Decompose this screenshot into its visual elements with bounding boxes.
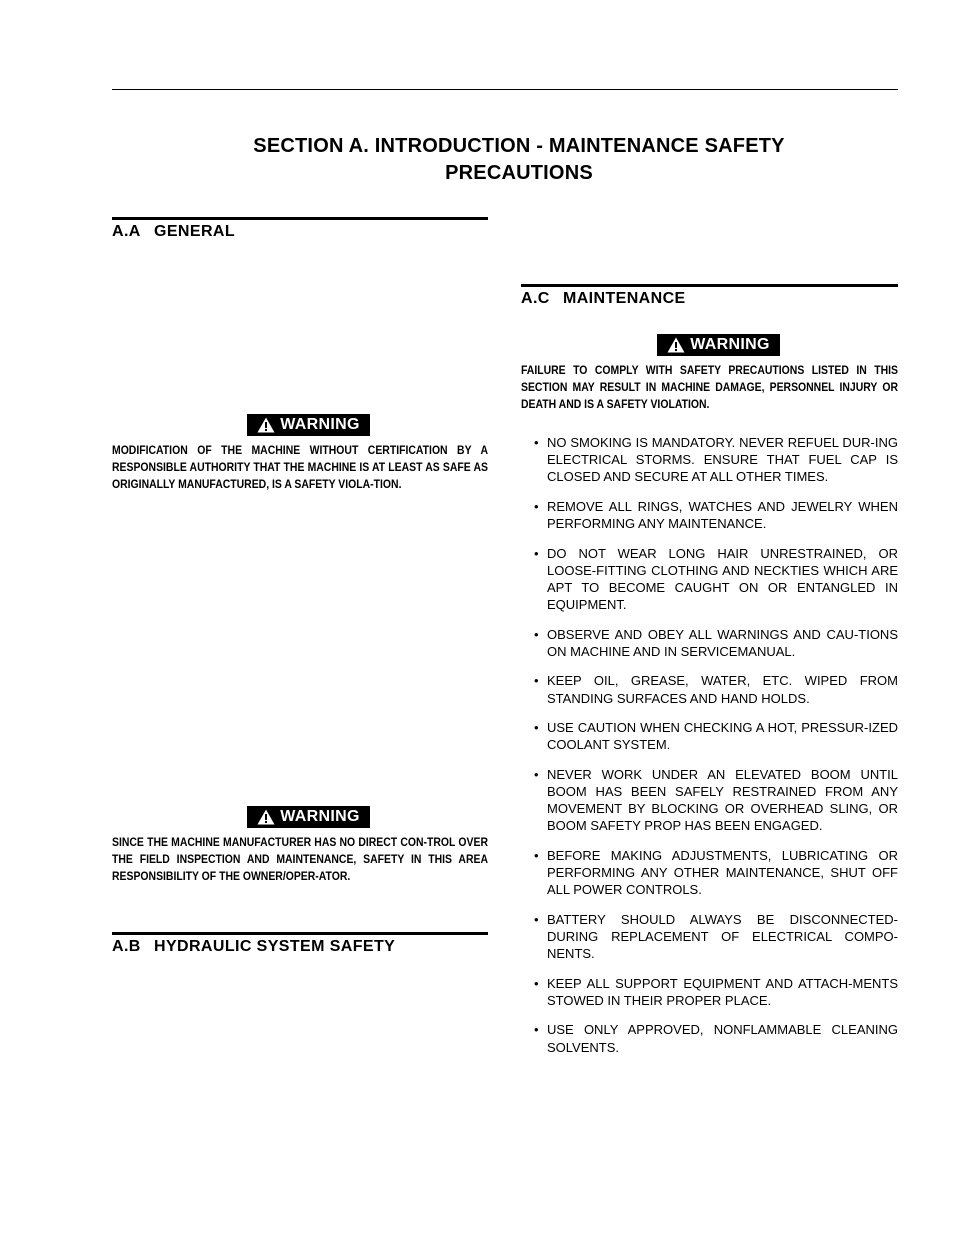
list-item-text: REMOVE ALL RINGS, WATCHES AND JEWELRY WHEN PERFORMING ANY MAINTENANCE. [547, 498, 898, 531]
list-item-text: BATTERY SHOULD ALWAYS BE DISCONNECTED-DURING REPLACEMENT OF ELECTRICAL COMPO-NENTS. [547, 911, 898, 961]
bullet-icon: • [534, 498, 539, 514]
list-item [521, 545, 898, 613]
list-item [521, 911, 898, 962]
header-rule [112, 89, 898, 90]
warning-badge [657, 334, 780, 356]
section-heading-maintenance [521, 284, 898, 308]
warning-triangle-icon [257, 809, 275, 825]
warning-label: WARNING [280, 416, 360, 433]
warning-badge [247, 806, 370, 828]
section-title: MAINTENANCE [563, 290, 686, 307]
bullet-icon: • [534, 435, 539, 450]
warning-text-manufacturer: SINCE THE MACHINE MANUFACTURER HAS NO DIRECT CON-TROL OVER THE FIELD INSPECTION AND MAINTENANCE, SAFETY IN THIS AREA RESPONSIBILITY OF THE OWNER/OPER-ATOR. [112, 836, 488, 884]
list-item-text: BEFORE MAKING ADJUSTMENTS, LUBRICATING OR PERFORMING ANY OTHER MAINTENANCE, SHUT OFF ALL POWER CONTROLS. [547, 847, 898, 898]
list-item-text: DO NOT WEAR LONG HAIR UNRESTRAINED, OR LOOSE-FITTING CLOTHING AND NECKTIES WHICH ARE APT TO BECOME CAUGHT ON OR ENTANGLED IN EQUIPMENT. [547, 545, 898, 612]
bullet-icon: • [534, 911, 539, 927]
list-item [521, 766, 898, 834]
list-item-text: NEVER WORK UNDER AN ELEVATED BOOM UNTIL BOOM HAS BEEN SAFELY RESTRAINED FROM ANY MOVEMENT BY BLOCKING OR OVERHEAD SLING, OR BOOM SAFETY PROP HAS BEEN ENGAGED. [547, 766, 898, 834]
list-item [521, 847, 898, 898]
section-title: HYDRAULIC SYSTEM SAFETY [154, 938, 396, 955]
bullet-icon: • [534, 766, 539, 782]
warning-badge [247, 414, 370, 436]
section-number: A.B [112, 938, 141, 955]
list-item [521, 626, 898, 660]
page-title-line1: SECTION A. INTRODUCTION - MAINTENANCE SAFETY [253, 135, 785, 157]
list-item [521, 498, 898, 532]
section-number: A.A [112, 223, 141, 240]
section-title: GENERAL [154, 223, 236, 240]
list-item [521, 1021, 898, 1055]
bullet-icon: • [534, 626, 539, 642]
warning-text-failure: FAILURE TO COMPLY WITH SAFETY PRECAUTIONS LISTED IN THIS SECTION MAY RESULT IN MACHINE DAMAGE, PERSONNEL INJURY OR DEATH AND IS A SAFETY VIOLATION. [521, 364, 898, 412]
bullet-icon: • [534, 720, 539, 736]
list-item-text: KEEP OIL, GREASE, WATER, ETC. WIPED FROM STANDING SURFACES AND HAND HOLDS. [547, 673, 898, 706]
bullet-icon: • [534, 847, 539, 863]
list-item-text: USE ONLY APPROVED, NONFLAMMABLE CLEANING SOLVENTS. [547, 1022, 898, 1055]
warning-label: WARNING [280, 808, 360, 825]
bullet-icon: • [534, 545, 539, 561]
warning-triangle-icon [667, 337, 685, 353]
warning-label: WARNING [690, 336, 770, 353]
list-item [521, 672, 898, 706]
list-item [521, 975, 898, 1009]
bullet-icon: • [534, 673, 539, 689]
section-heading-general [112, 217, 488, 241]
maintenance-precautions-list [521, 434, 898, 1068]
list-item-text: NO SMOKING IS MANDATORY. NEVER REFUEL DUR-ING ELECTRICAL STORMS. ENSURE THAT FUEL CAP IS CLOSED AND SECURE AT ALL OTHER TIMES. [547, 435, 898, 485]
warning-triangle-icon [257, 417, 275, 433]
section-number: A.C [521, 290, 550, 307]
list-item [521, 719, 898, 753]
list-item [521, 434, 898, 485]
list-item-text: OBSERVE AND OBEY ALL WARNINGS AND CAU-TIONS ON MACHINE AND IN SERVICEMANUAL. [547, 626, 898, 659]
list-item-text: USE CAUTION WHEN CHECKING A HOT, PRESSUR-IZED COOLANT SYSTEM. [547, 720, 898, 753]
bullet-icon: • [534, 975, 539, 991]
section-heading-hydraulic [112, 932, 488, 956]
page-title-line2: PRECAUTIONS [445, 162, 593, 184]
warning-text-modification: MODIFICATION OF THE MACHINE WITHOUT CERTIFICATION BY A RESPONSIBLE AUTHORITY THAT THE MACHINE IS AT LEAST AS SAFE AS ORIGINALLY MANUFACTURED, IS A SAFETY VIOLA-TION. [112, 444, 488, 492]
bullet-icon: • [534, 1022, 539, 1038]
list-item-text: KEEP ALL SUPPORT EQUIPMENT AND ATTACH-MENTS STOWED IN THEIR PROPER PLACE. [547, 975, 898, 1008]
